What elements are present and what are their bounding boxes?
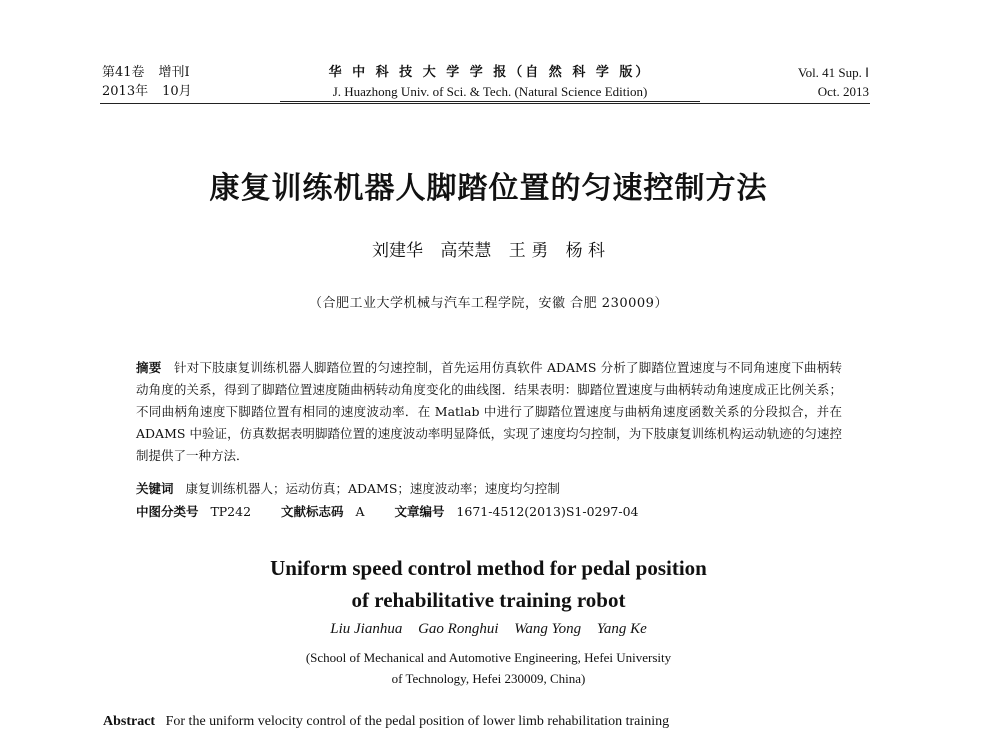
journal-name-cn: 华 中 科 技 大 学 学 报（自 然 科 学 版） bbox=[328, 65, 652, 80]
keywords-label: 关键词 bbox=[136, 481, 174, 496]
affiliation-cn: （合肥工业大学机械与汽车工程学院，安徽 合肥 230009） bbox=[309, 296, 668, 311]
author-cn: 王 勇 bbox=[508, 241, 549, 261]
keywords-text: 康复训练机器人；运动仿真；ADAMS；速度波动率；速度均匀控制 bbox=[185, 481, 560, 496]
title-en-line: Uniform speed control method for pedal position bbox=[270, 556, 707, 580]
abstract-text: 针对下肢康复训练机器人脚踏位置的匀速控制，首先运用仿真软件 ADAMS 分析了脚踏位置速度与不同角速度下曲柄转动角度的关系，得到了脚踏位置速度随曲柄转动角度变化的曲线图．结果表明：脚踏位置速度与曲柄转动角速度成正比例关系；不同曲柄角速度下脚踏位置有相同的速度波动率．在 Matlab 中进行了脚踏位置速度与曲柄角速度函数关系的分段拟合，并在 ADAMS 中验证，仿真数据表明脚踏位置的速度波动率明显降低，实现了速度均匀控制，为下肢康复训练机构运动轨迹的匀速控制提供了一种方法． bbox=[136, 360, 842, 463]
author-en: Wang Yong bbox=[514, 621, 582, 637]
article-no-value: 1671-4512(2013)S1-0297-04 bbox=[456, 504, 639, 519]
keywords-line bbox=[136, 479, 560, 497]
article-no-label: 文章编号 bbox=[394, 504, 445, 519]
abstract-cn bbox=[136, 357, 842, 467]
paper-title-en bbox=[0, 552, 977, 616]
abstract-en bbox=[103, 714, 883, 730]
author-cn: 刘建华 bbox=[371, 241, 423, 261]
doc-code-label: 文献标志码 bbox=[281, 504, 344, 519]
issue-cn: 增刊Ⅰ bbox=[158, 65, 190, 80]
month-cn: 10月 bbox=[162, 84, 192, 99]
affiliation-en bbox=[0, 647, 977, 689]
author-en: Liu Jianhua bbox=[330, 621, 403, 637]
author-cn: 高荣慧 bbox=[440, 241, 492, 261]
journal-underline bbox=[280, 101, 700, 102]
date-en: Oct. 2013 bbox=[817, 84, 869, 99]
header-volume-info bbox=[102, 63, 192, 101]
journal-name bbox=[280, 63, 700, 101]
header-volume-en bbox=[798, 63, 869, 101]
title-en-line: of rehabilitative training robot bbox=[351, 588, 626, 612]
author-cn: 杨 科 bbox=[565, 241, 606, 261]
volume-en: Vol. 41 Sup. Ⅰ bbox=[797, 65, 869, 80]
affiliation-en-line: (School of Mechanical and Automotive Engineering, Hefei University bbox=[305, 650, 672, 665]
authors-en bbox=[0, 621, 977, 638]
authors-cn bbox=[0, 236, 977, 261]
author-en: Gao Ronghui bbox=[418, 621, 499, 637]
abstract-en-label: Abstract bbox=[103, 714, 156, 729]
year-cn: 2013年 bbox=[102, 84, 149, 99]
clc-value: TP242 bbox=[210, 504, 252, 519]
classification-line bbox=[136, 502, 639, 520]
journal-name-en: J. Huazhong Univ. of Sci. & Tech. (Natural Science Edition) bbox=[332, 84, 648, 99]
affiliation-en-line: of Technology, Hefei 230009, China) bbox=[391, 671, 586, 686]
clc-label: 中图分类号 bbox=[136, 504, 199, 519]
abstract-label: 摘要 bbox=[136, 360, 162, 375]
header-rule bbox=[100, 103, 870, 104]
doc-code-value: A bbox=[355, 504, 365, 519]
volume-cn: 第41卷 bbox=[102, 65, 145, 80]
author-en: Yang Ke bbox=[596, 621, 647, 637]
abstract-en-text: For the uniform velocity control of the pedal position of lower limb rehabilitation training bbox=[165, 714, 670, 729]
paper-title-cn: 康复训练机器人脚踏位置的匀速控制方法 bbox=[209, 171, 768, 206]
